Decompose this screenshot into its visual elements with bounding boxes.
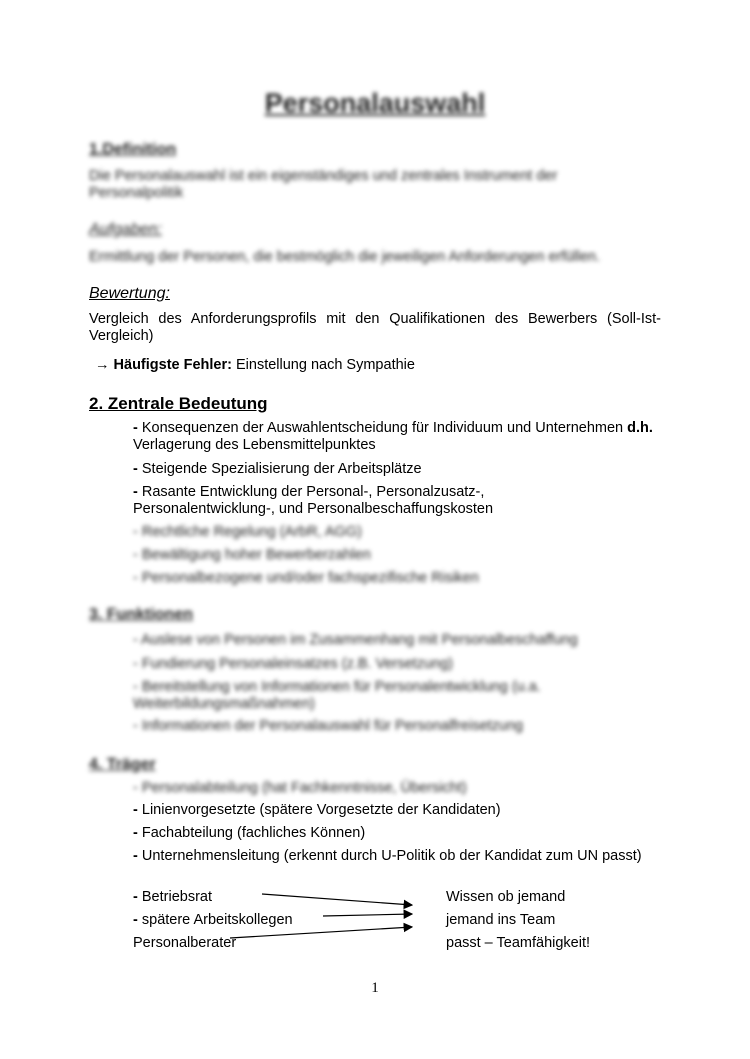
dash: -	[133, 912, 138, 928]
dash: -	[133, 848, 138, 864]
dash: -	[133, 484, 138, 500]
fehler-text: Einstellung nach Sympathie	[236, 357, 415, 373]
dash: -	[133, 461, 138, 477]
section3-item3: - Bereitstellung von Informationen für Personalentwicklung (u.a. Weiterbildungsmaßnahmen)	[133, 679, 541, 712]
section1-heading: 1.Definition	[89, 141, 177, 158]
right-text-3: passt – Teamfähigkeit!	[446, 935, 591, 951]
fehler-label: Häufigste Fehler:	[113, 357, 232, 373]
section3-heading: 3. Funktionen	[89, 606, 193, 623]
arrow-personalberater	[230, 927, 412, 938]
section2-item1-c: Verlagerung des Lebensmittelpunktes	[133, 437, 376, 453]
section2-item1-b: d.h.	[627, 420, 653, 436]
section2-item3-text: Rasante Entwicklung der Personal-, Personalzusatz-, Personalentwicklung-, und Personalbeschaffungskosten	[133, 484, 494, 517]
section2-item4: - Rechtliche Regelung (ArbR, AGG)	[133, 524, 362, 540]
section3-item4: - Informationen der Personalauswahl für Personalfreisetzung	[133, 718, 524, 734]
section4-heading: 4. Träger	[89, 756, 156, 773]
section2-item1-a: Konsequenzen der Auswahlentscheidung für Individuum und Unternehmen	[141, 420, 624, 436]
aufgaben-heading: Aufgaben:	[89, 221, 162, 238]
aufgaben-text: Ermittlung der Personen, die bestmöglich die jeweiligen Anforderungen erfüllen.	[89, 249, 601, 265]
section4-item4-text: Unternehmensleitung (erkennt durch U-Politik ob der Kandidat zum UN passt)	[141, 848, 642, 864]
arrow-arbeitskollegen	[323, 914, 412, 916]
section4-item6-text: spätere Arbeitskollegen	[141, 912, 293, 928]
section1-text: Die Personalauswahl ist ein eigenständiges und zentrales Instrument der Personalpolitik	[89, 168, 558, 201]
page-title: Personalauswahl	[264, 88, 486, 118]
bewertung-text: Vergleich des Anforderungsprofils mit den Qualifikationen des Bewerbers (Soll-Ist-Vergleich)	[89, 311, 661, 344]
section2-item2-text: Steigende Spezialisierung der Arbeitsplätze	[141, 461, 422, 477]
dash: -	[133, 889, 138, 905]
dash: -	[133, 420, 138, 436]
section4-item2-text: Linienvorgesetzte (spätere Vorgesetzte der Kandidaten)	[141, 802, 501, 818]
bewertung-heading: Bewertung:	[89, 285, 170, 302]
section2-heading: 2. Zentrale Bedeutung	[89, 394, 268, 413]
section2-item6: - Personalbezogene und/oder fachspezifische Risiken	[133, 570, 479, 586]
section4-item3-text: Fachabteilung (fachliches Können)	[141, 825, 366, 841]
section4-item7: Personalberater	[133, 935, 237, 951]
arrow-right-icon: →	[95, 357, 110, 373]
section4-item1: - Personalabteilung (hat Fachkenntnisse, Übersicht)	[133, 780, 467, 796]
right-text-1: Wissen ob jemand	[446, 889, 566, 905]
section2-item5: - Bewältigung hoher Bewerberzahlen	[133, 547, 371, 563]
section4-item5-text: Betriebsrat	[141, 889, 212, 905]
arrow-betriebsrat	[262, 894, 412, 905]
dash: -	[133, 802, 138, 818]
section3-item2: - Fundierung Personaleinsatzes (z.B. Versetzung)	[133, 656, 453, 672]
right-text-2: jemand ins Team	[446, 912, 556, 928]
dash: -	[133, 825, 138, 841]
section3-item1: - Auslese von Personen im Zusammenhang mit Personalbeschaffung	[133, 632, 578, 648]
page-number: 1	[371, 980, 379, 996]
